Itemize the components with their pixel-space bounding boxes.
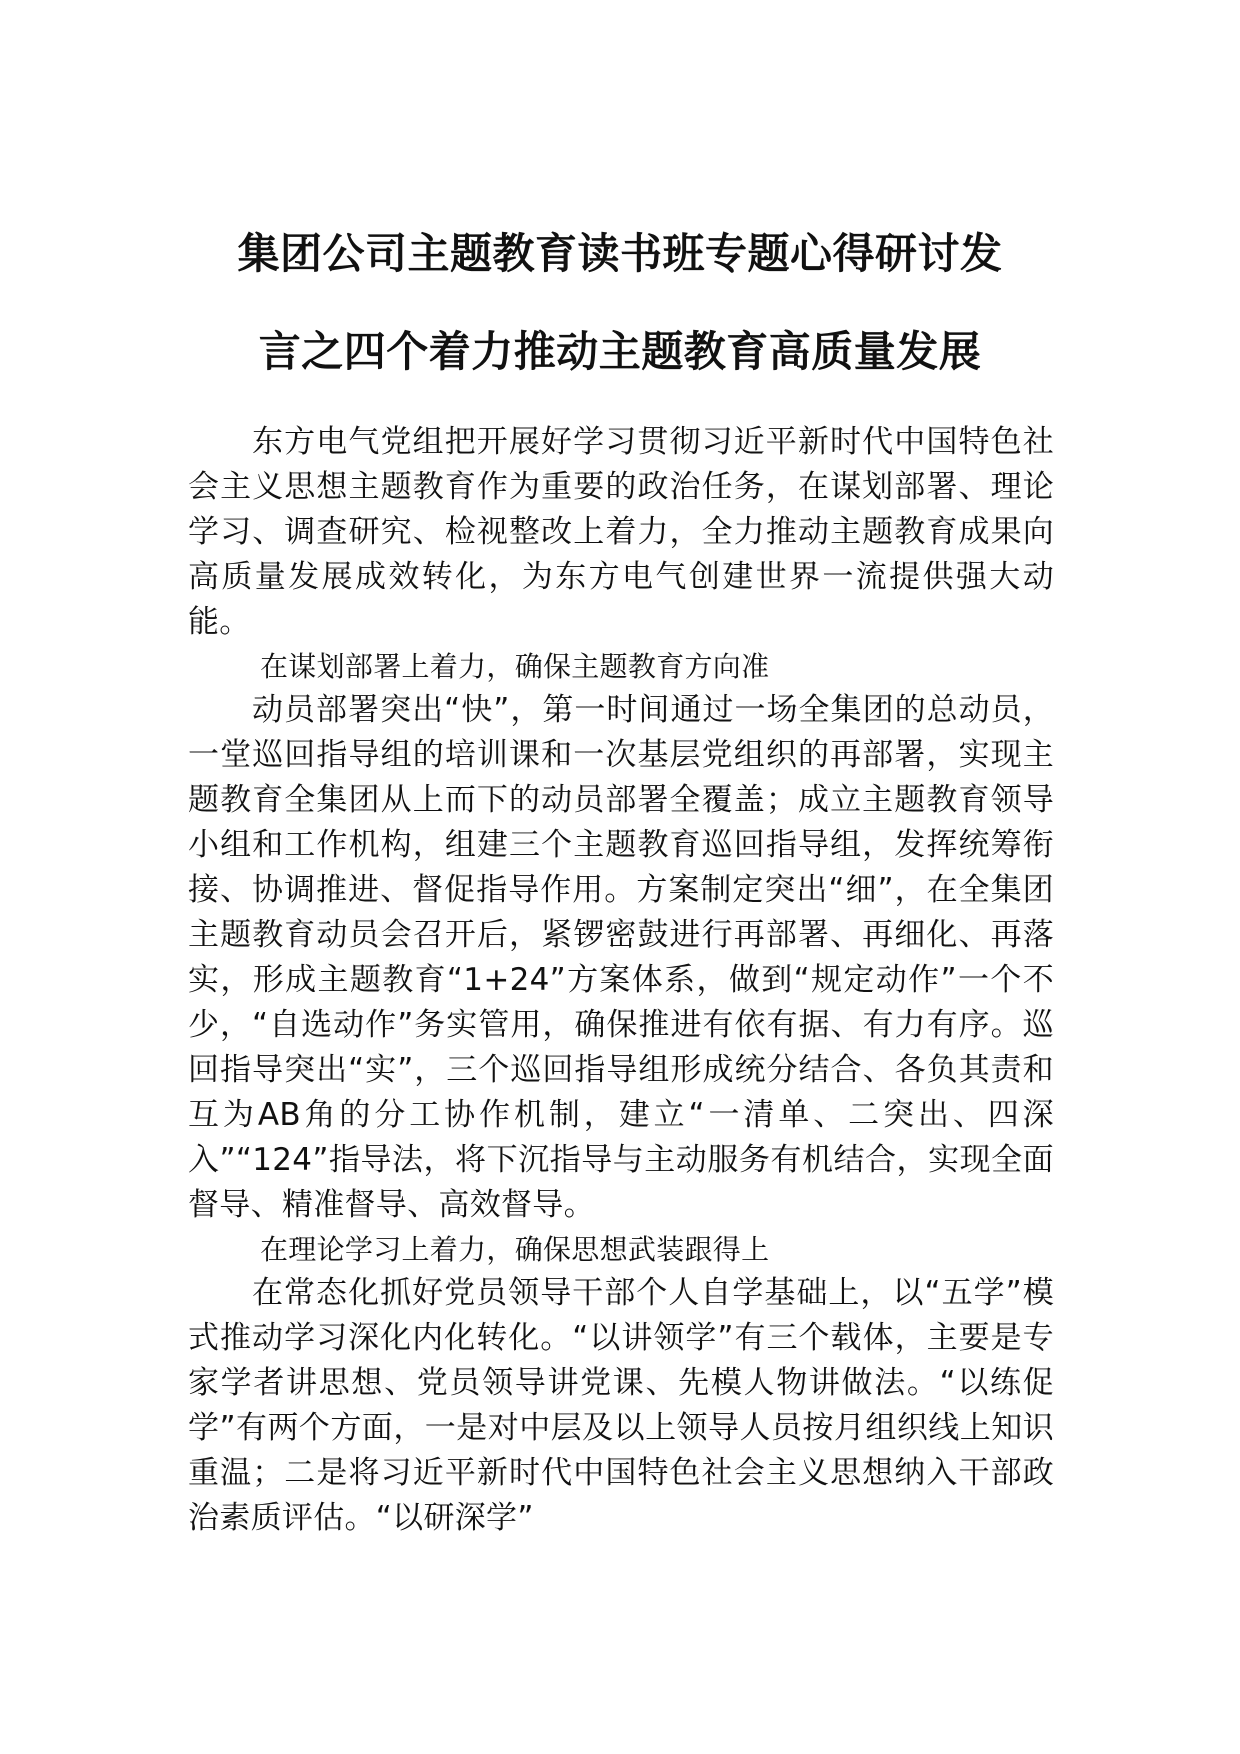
intro-paragraph: 东方电气党组把开展好学习贯彻习近平新时代中国特色社会主义思想主题教育作为重要的政治任务，在谋划部署、理论学习、调查研究、检视整改上着力，全力推动主题教育成果向高质量发展成效转化，为东方电气创建世界一流提供强大动能。 [188, 424, 1054, 640]
section-paragraph-2: 在常态化抓好党员领导干部个人自学基础上，以“五学”模式推动学习深化内化转化。“以讲领学”有三个载体，主要是专家学者讲思想、党员领导讲党课、先模人物讲做法。“以练促学”有两个方面，一是对中层及以上领导人员按月组织线上知识重温；二是将习近平新时代中国特色社会主义思想纳入干部政治素质评估。“以研深学” [188, 1275, 1054, 1536]
document-title [160, 205, 1080, 401]
section-paragraph-1: 动员部署突出“快”，第一时间通过一场全集团的总动员，一堂巡回指导组的培训课和一次基层党组织的再部署，实现主题教育全集团从上而下的动员部署全覆盖；成立主题教育领导小组和工作机构，组建三个主题教育巡回指导组，发挥统筹衔接、协调推进、督促指导作用。方案制定突出“细”，在全集团主题教育动员会召开后，紧锣密鼓进行再部署、再细化、再落实，形成主题教育“1+24”方案体系，做到“规定动作”一个不少，“自选动作”务实管用，确保推进有依有据、有力有序。巡回指导突出“实”，三个巡回指导组形成统分结合、各负其责和互为AB角的分工协作机制，建立“一清单、二突出、四深入”“124”指导法，将下沉指导与主动服务有机结合，实现全面督导、精准督导、高效督导。 [188, 692, 1054, 1223]
title-line-1: 集团公司主题教育读书班专题心得研讨发 [237, 229, 1003, 278]
document-body [188, 420, 1054, 1541]
section-heading-1: 在谋划部署上着力，确保主题教育方向准 [260, 650, 770, 683]
title-line-2: 言之四个着力推动主题教育高质量发展 [258, 327, 982, 376]
section-heading-2: 在理论学习上着力，确保思想武装跟得上 [260, 1233, 770, 1266]
